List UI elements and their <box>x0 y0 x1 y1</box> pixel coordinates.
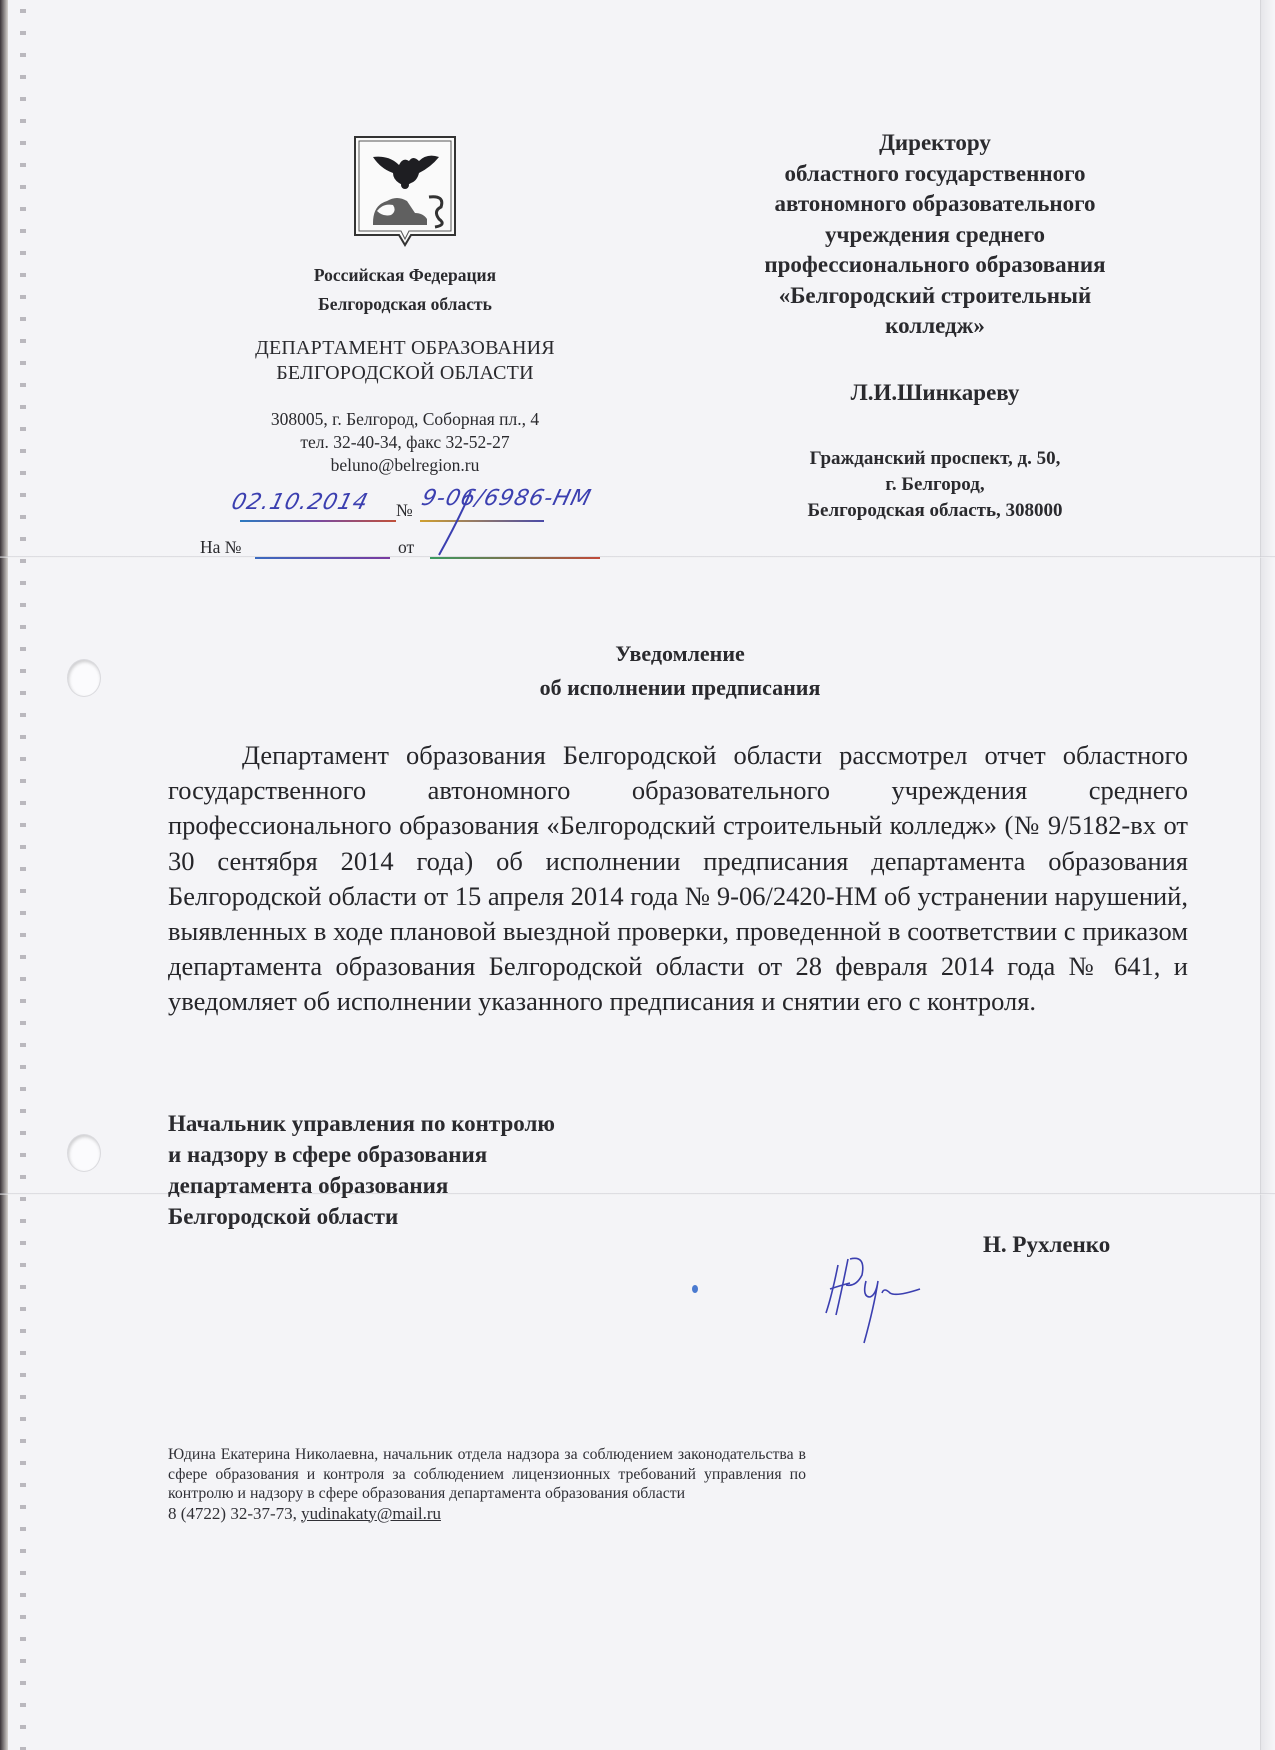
position-line: департамента образования <box>168 1173 449 1198</box>
postal-line: г. Белгород, <box>885 473 985 495</box>
department-contacts <box>180 408 630 477</box>
from-label: от <box>398 537 415 557</box>
reply-number-line <box>255 557 390 559</box>
reply-row <box>200 537 620 563</box>
body-paragraph: Департамент образования Белгородской области рассмотрел отчет областного государственного автономного образовательного учреждения среднего профессионального образования «Белгородский строительный колледж» (№ 9/5182-вх от 30 сентября 2014 года) об исполнении предписания департамента образования Белгородской области от 15 апреля 2014 года № 9-06/2420-НМ об устранении нарушений, выявленных в ходе плановой выездной проверки, проведенной в соответствии с приказом департамента образования Белгородской области от 28 февраля 2014 года № 641, и уведомляет об исполнении указанного предписания и снятии его с контроля. <box>168 740 1188 1017</box>
scan-edge-left <box>0 0 8 1750</box>
executor-description: Юдина Екатерина Николаевна, начальник отдела надзора за соблюдением законодательства в сфере образования и контроля за соблюдением лицензионных требований управления по контролю и надзору в сфере образования департамента образования области <box>168 1446 806 1502</box>
executor-phone: 8 (4722) 32-37-73, <box>168 1503 302 1523</box>
letterhead <box>180 135 630 477</box>
addressee-line: учреждения среднего <box>824 221 1046 247</box>
handwritten-number: 9-06/6986-НМ <box>418 486 594 511</box>
addressee-line: автономного образовательного <box>774 191 1096 216</box>
addressee-line: колледж» <box>885 313 985 338</box>
punch-hole <box>68 1135 100 1171</box>
executor-email-link[interactable]: yudinakaty@mail.ru <box>301 1503 441 1523</box>
title-line-2: об исполнении предписания <box>539 675 821 700</box>
document-title <box>300 637 1060 705</box>
perforation-strip <box>20 0 26 1750</box>
signer-name: Н. Рухленко <box>983 1232 1111 1257</box>
position-line: Начальник управления по контролю <box>168 1111 555 1136</box>
addressee-position <box>700 128 1170 342</box>
postal-line: Гражданский проспект, д. 50, <box>809 447 1061 469</box>
postal-line: Белгородская область, 308000 <box>807 499 1063 521</box>
title-line-1: Уведомление <box>615 641 745 666</box>
addressee-name: Л.И.Шинкареву <box>850 379 1020 405</box>
addressee-postal-address <box>700 446 1170 524</box>
position-line: Белгородской области <box>168 1204 399 1229</box>
addressee-block <box>700 128 1170 524</box>
addressee-line: областного государственного <box>784 160 1086 186</box>
executor-info <box>168 1445 806 1523</box>
position-line: и надзору в сфере образования <box>168 1142 488 1167</box>
reply-to-label: На № <box>200 537 242 557</box>
ink-spot <box>692 1285 698 1293</box>
letterhead-country: Российская Федерация <box>313 265 497 285</box>
department-line-2: БЕЛГОРОДСКОЙ ОБЛАСТИ <box>276 362 534 384</box>
department-phones: тел. 32-40-34, факс 32-52-27 <box>300 432 510 452</box>
department-email: beluno@belregion.ru <box>330 455 480 475</box>
addressee-line: профессионального образования <box>764 252 1106 277</box>
addressee-line: Директору <box>879 130 991 155</box>
ink-slash-stroke <box>435 489 475 559</box>
date-underline <box>240 520 396 522</box>
letterhead-region: Белгородская область <box>318 294 492 314</box>
department-address: 308005, г. Белгород, Соборная пл., 4 <box>270 409 540 429</box>
executor-contacts <box>168 1504 806 1524</box>
punch-hole <box>68 660 100 696</box>
handwritten-date: 02.10.2014 <box>228 490 372 515</box>
scan-edge-right <box>1260 0 1275 1750</box>
addressee-line: «Белгородский строительный <box>778 282 1092 308</box>
paper-fold <box>0 556 1275 558</box>
department-name <box>180 336 630 386</box>
number-sign: № <box>396 500 413 520</box>
signatory-position <box>168 1108 555 1232</box>
department-line-1: ДЕПАРТАМЕНТ ОБРАЗОВАНИЯ <box>255 337 555 359</box>
registration-row <box>200 486 620 526</box>
coat-of-arms-icon <box>353 135 457 253</box>
handwritten-signature <box>820 1245 940 1345</box>
